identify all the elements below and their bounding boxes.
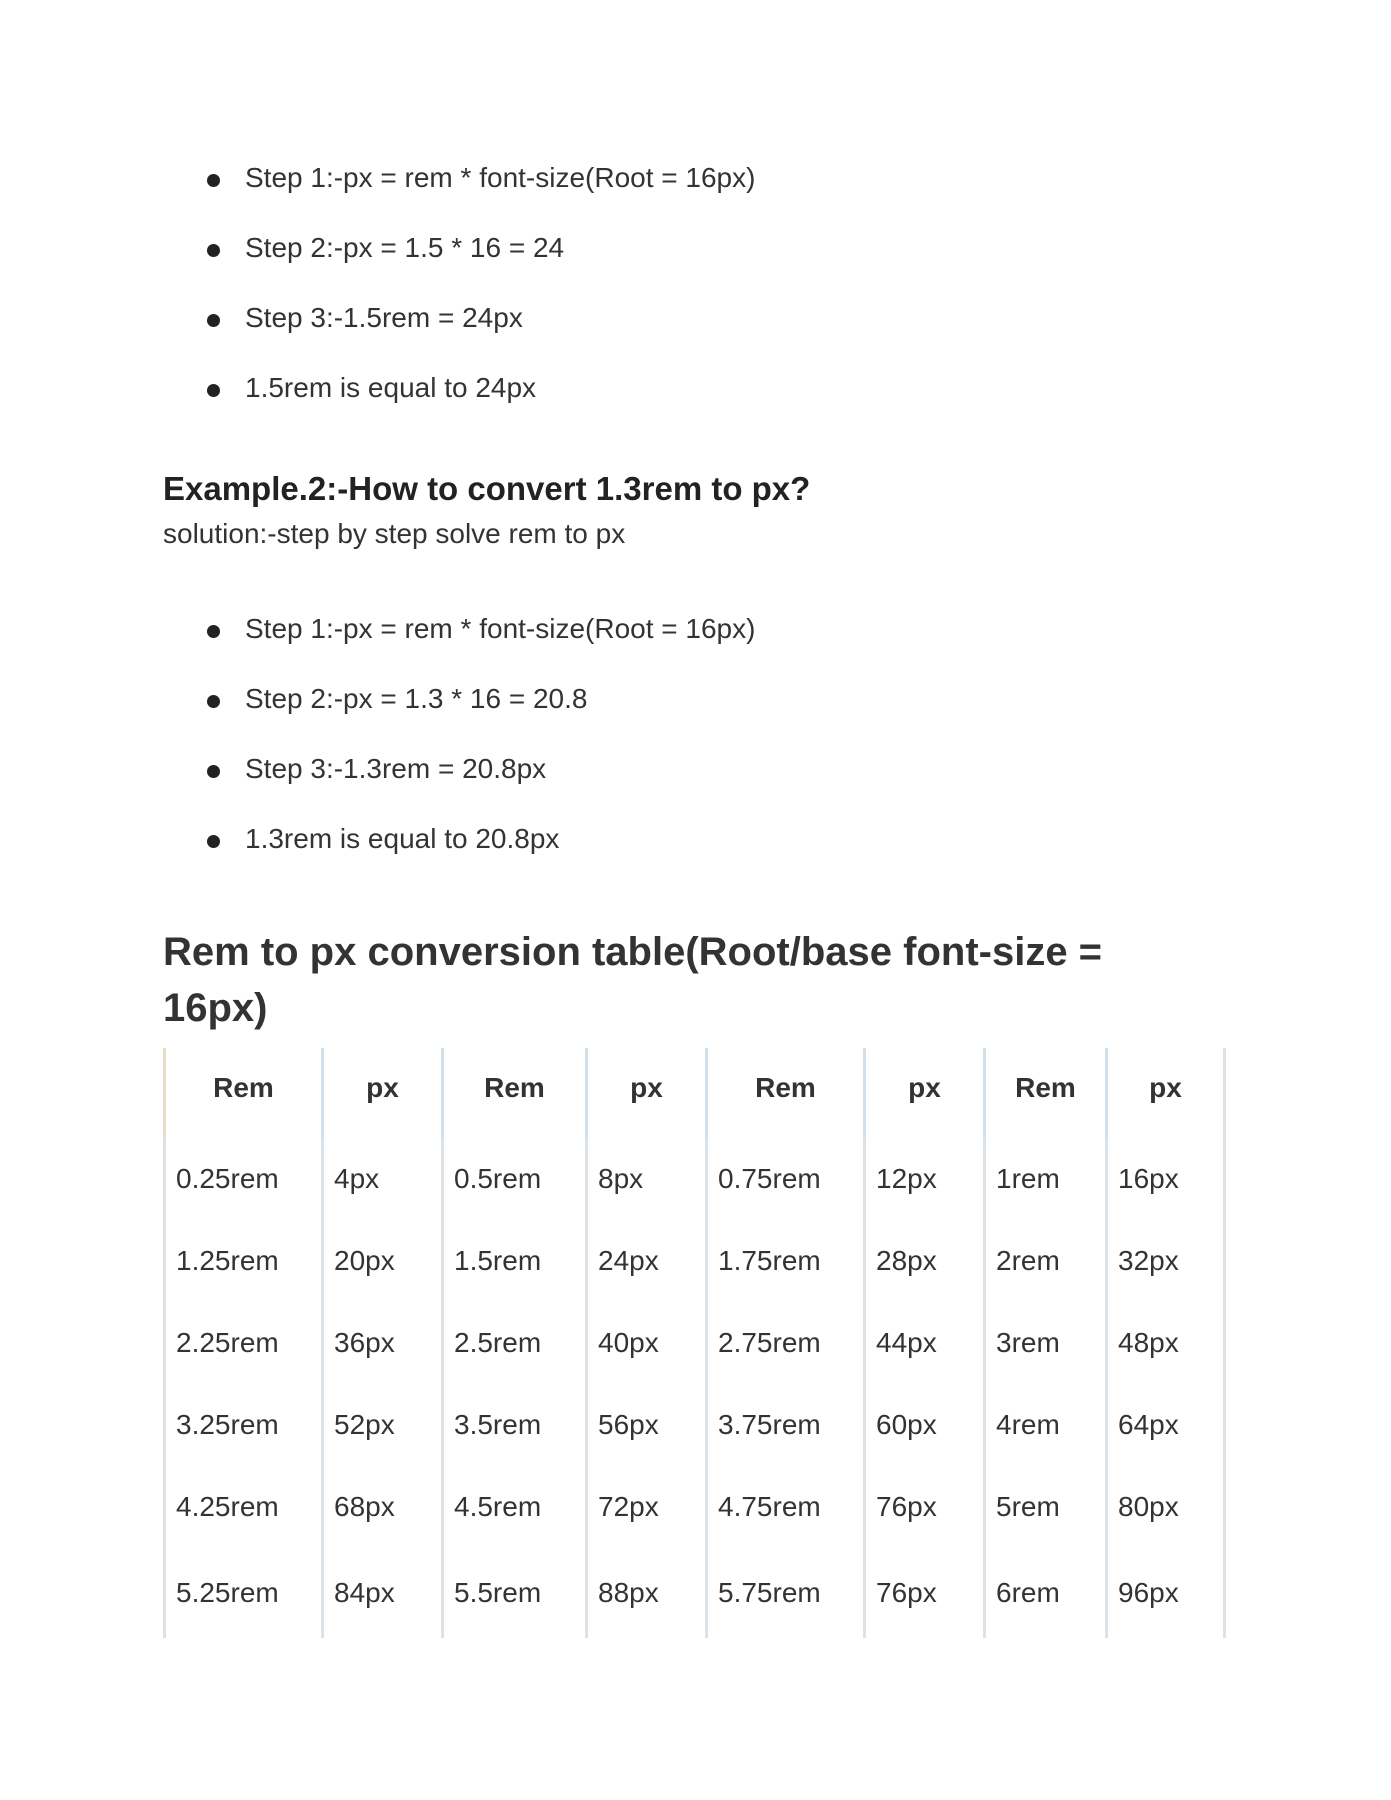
list-item: [163, 233, 1063, 303]
table-row: [165, 1138, 1225, 1220]
column-header: Rem: [707, 1048, 865, 1138]
step-text: 1.5rem is equal to 24px: [245, 372, 537, 403]
column-header: Rem: [165, 1048, 323, 1138]
table-cell: 5.75rem: [707, 1548, 865, 1638]
table-cell: 88px: [587, 1548, 707, 1638]
list-item: [163, 824, 1063, 894]
example1-steps-list: [163, 163, 1063, 443]
table-cell: 12px: [865, 1138, 985, 1220]
table-cell: 0.25rem: [165, 1138, 323, 1220]
step-text: 1.3rem is equal to 20.8px: [245, 823, 560, 854]
list-item: [163, 163, 1063, 233]
table-cell: 64px: [1107, 1384, 1225, 1466]
example2-steps-list: [163, 614, 1063, 894]
table-cell: 44px: [865, 1302, 985, 1384]
step-text: Step 3:-1.3rem = 20.8px: [245, 753, 547, 784]
table-cell: 60px: [865, 1384, 985, 1466]
table-cell: 20px: [323, 1220, 443, 1302]
table-row: [165, 1466, 1225, 1548]
table-row: [165, 1302, 1225, 1384]
table-cell: 16px: [1107, 1138, 1225, 1220]
table-cell: 1.25rem: [165, 1220, 323, 1302]
table-cell: 0.75rem: [707, 1138, 865, 1220]
step-text: Step 1:-px = rem * font-size(Root = 16px): [245, 613, 756, 644]
bullet-icon: [207, 765, 220, 778]
bullet-icon: [207, 384, 220, 397]
column-header: px: [323, 1048, 443, 1138]
table-cell: 5.25rem: [165, 1548, 323, 1638]
list-item: [163, 684, 1063, 754]
bullet-icon: [207, 314, 220, 327]
bullet-icon: [207, 625, 220, 638]
list-item: [163, 303, 1063, 373]
table-cell: 2.5rem: [443, 1302, 587, 1384]
table-cell: 3.25rem: [165, 1384, 323, 1466]
step-text: Step 2:-px = 1.3 * 16 = 20.8: [245, 683, 588, 714]
table-cell: 1rem: [985, 1138, 1107, 1220]
table-cell: 3.75rem: [707, 1384, 865, 1466]
table-cell: 4.5rem: [443, 1466, 587, 1548]
bullet-icon: [207, 835, 220, 848]
table-cell: 1.75rem: [707, 1220, 865, 1302]
table-cell: 2rem: [985, 1220, 1107, 1302]
step-text: Step 2:-px = 1.5 * 16 = 24: [245, 232, 565, 263]
column-header: px: [587, 1048, 707, 1138]
table-cell: 6rem: [985, 1548, 1107, 1638]
table-cell: 8px: [587, 1138, 707, 1220]
table-cell: 36px: [323, 1302, 443, 1384]
table-cell: 76px: [865, 1466, 985, 1548]
column-header: Rem: [985, 1048, 1107, 1138]
table-cell: 2.25rem: [165, 1302, 323, 1384]
table-cell: 2.75rem: [707, 1302, 865, 1384]
table-row: [165, 1548, 1225, 1638]
example2-solution-text: solution:-step by step solve rem to px: [163, 518, 626, 549]
table-cell: 28px: [865, 1220, 985, 1302]
table-cell: 0.5rem: [443, 1138, 587, 1220]
table-cell: 84px: [323, 1548, 443, 1638]
table-cell: 5rem: [985, 1466, 1107, 1548]
table-cell: 48px: [1107, 1302, 1225, 1384]
list-item: [163, 373, 1063, 443]
table-cell: 3.5rem: [443, 1384, 587, 1466]
table-cell: 72px: [587, 1466, 707, 1548]
column-header: px: [1107, 1048, 1225, 1138]
table-cell: 4.75rem: [707, 1466, 865, 1548]
table-heading: Rem to px conversion table(Root/base font-size = 16px): [163, 930, 1103, 1030]
bullet-icon: [207, 695, 220, 708]
table-cell: 4px: [323, 1138, 443, 1220]
bullet-icon: [207, 174, 220, 187]
table-cell: 80px: [1107, 1466, 1225, 1548]
table-cell: 40px: [587, 1302, 707, 1384]
table-cell: 4.25rem: [165, 1466, 323, 1548]
table-cell: 4rem: [985, 1384, 1107, 1466]
table-cell: 56px: [587, 1384, 707, 1466]
table-cell: 32px: [1107, 1220, 1225, 1302]
step-text: Step 1:-px = rem * font-size(Root = 16px): [245, 162, 756, 193]
example2-heading: Example.2:-How to convert 1.3rem to px?: [163, 470, 811, 507]
table-row: [165, 1220, 1225, 1302]
table-header-row: [165, 1048, 1225, 1138]
table-cell: 52px: [323, 1384, 443, 1466]
conversion-table: [163, 1048, 1226, 1638]
table-cell: 3rem: [985, 1302, 1107, 1384]
step-text: Step 3:-1.5rem = 24px: [245, 302, 523, 333]
bullet-icon: [207, 244, 220, 257]
list-item: [163, 614, 1063, 684]
column-header: Rem: [443, 1048, 587, 1138]
table-cell: 96px: [1107, 1548, 1225, 1638]
table-row: [165, 1384, 1225, 1466]
table-cell: 1.5rem: [443, 1220, 587, 1302]
table-cell: 68px: [323, 1466, 443, 1548]
column-header: px: [865, 1048, 985, 1138]
list-item: [163, 754, 1063, 824]
table-cell: 5.5rem: [443, 1548, 587, 1638]
table-cell: 24px: [587, 1220, 707, 1302]
table-cell: 76px: [865, 1548, 985, 1638]
